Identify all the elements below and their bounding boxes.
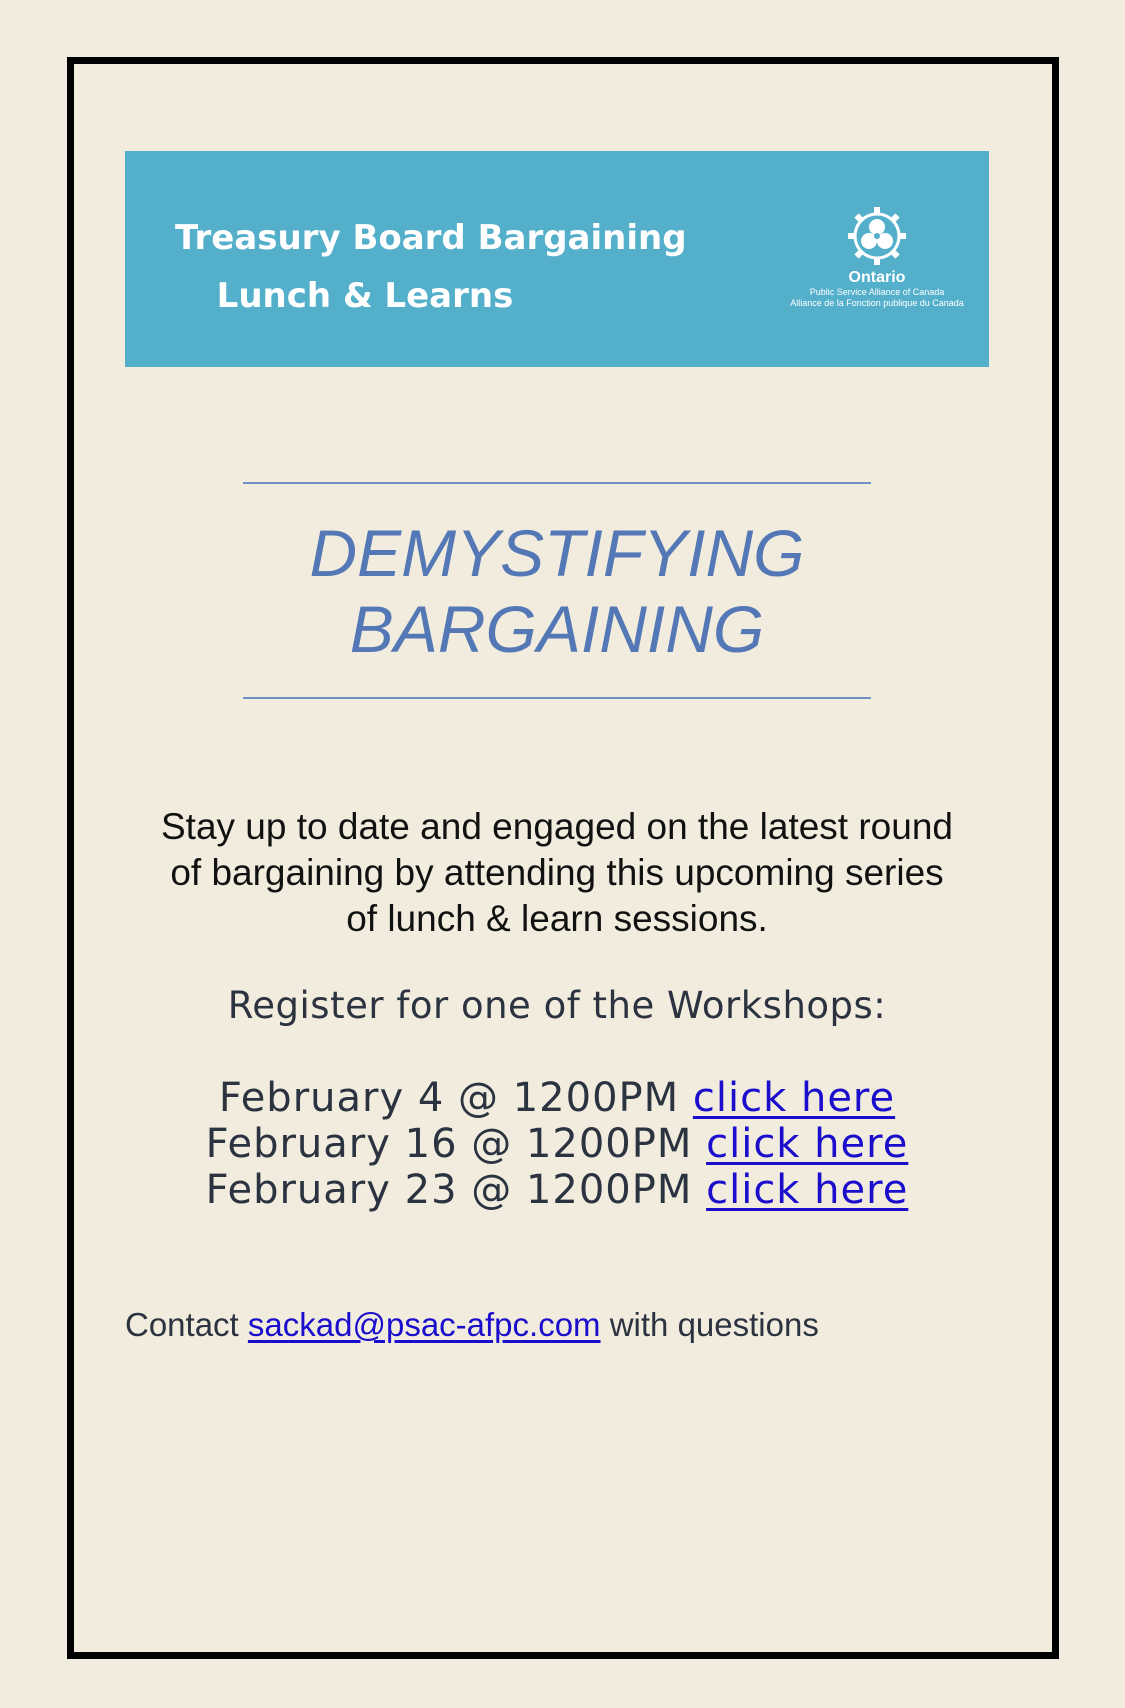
- register-heading: Register for one of the Workshops:: [227, 984, 887, 1027]
- psac-gear-emblem-icon: [844, 203, 910, 269]
- headline: [150, 515, 964, 667]
- session-date-time: February 4 @ 1200PM: [218, 1075, 680, 1121]
- logo-line-fr: Alliance de la Fonction publique du Canada: [790, 298, 964, 308]
- session-row: [120, 1167, 994, 1213]
- headline-line-1: DEMYSTIFYING: [309, 516, 805, 590]
- banner-title-line-1: Treasury Board Bargaining: [175, 218, 687, 258]
- contact-line: [125, 1305, 995, 1345]
- headline-line-2: BARGAINING: [349, 592, 765, 666]
- logo-line-en: Public Service Alliance of Canada: [809, 287, 945, 297]
- headline-rule-top: [243, 482, 871, 484]
- session-row: [120, 1121, 994, 1167]
- session-register-link[interactable]: click here: [706, 1121, 909, 1167]
- intro-line-2: of bargaining by attending this upcoming series: [170, 852, 944, 893]
- contact-suffix: with questions: [609, 1306, 819, 1343]
- intro-line-3: of lunch & learn sessions.: [346, 898, 768, 939]
- psac-ontario-logo: [787, 203, 967, 313]
- header-banner: [125, 151, 989, 367]
- session-date-time: February 16 @ 1200PM: [205, 1121, 693, 1167]
- session-row: [120, 1075, 994, 1121]
- logo-region: Ontario: [848, 269, 906, 286]
- headline-rule-bottom: [243, 697, 871, 699]
- session-register-link[interactable]: click here: [706, 1167, 909, 1213]
- session-list: [120, 1075, 994, 1213]
- banner-title-line-2: Lunch & Learns: [216, 276, 514, 316]
- intro-paragraph: [120, 804, 994, 942]
- banner-title: [175, 209, 687, 325]
- intro-line-1: Stay up to date and engaged on the latest round: [160, 806, 953, 847]
- session-date-time: February 23 @ 1200PM: [205, 1167, 693, 1213]
- session-register-link[interactable]: click here: [692, 1075, 896, 1121]
- contact-prefix: Contact: [125, 1306, 239, 1343]
- contact-email-link[interactable]: sackad@psac-afpc.com: [247, 1306, 601, 1343]
